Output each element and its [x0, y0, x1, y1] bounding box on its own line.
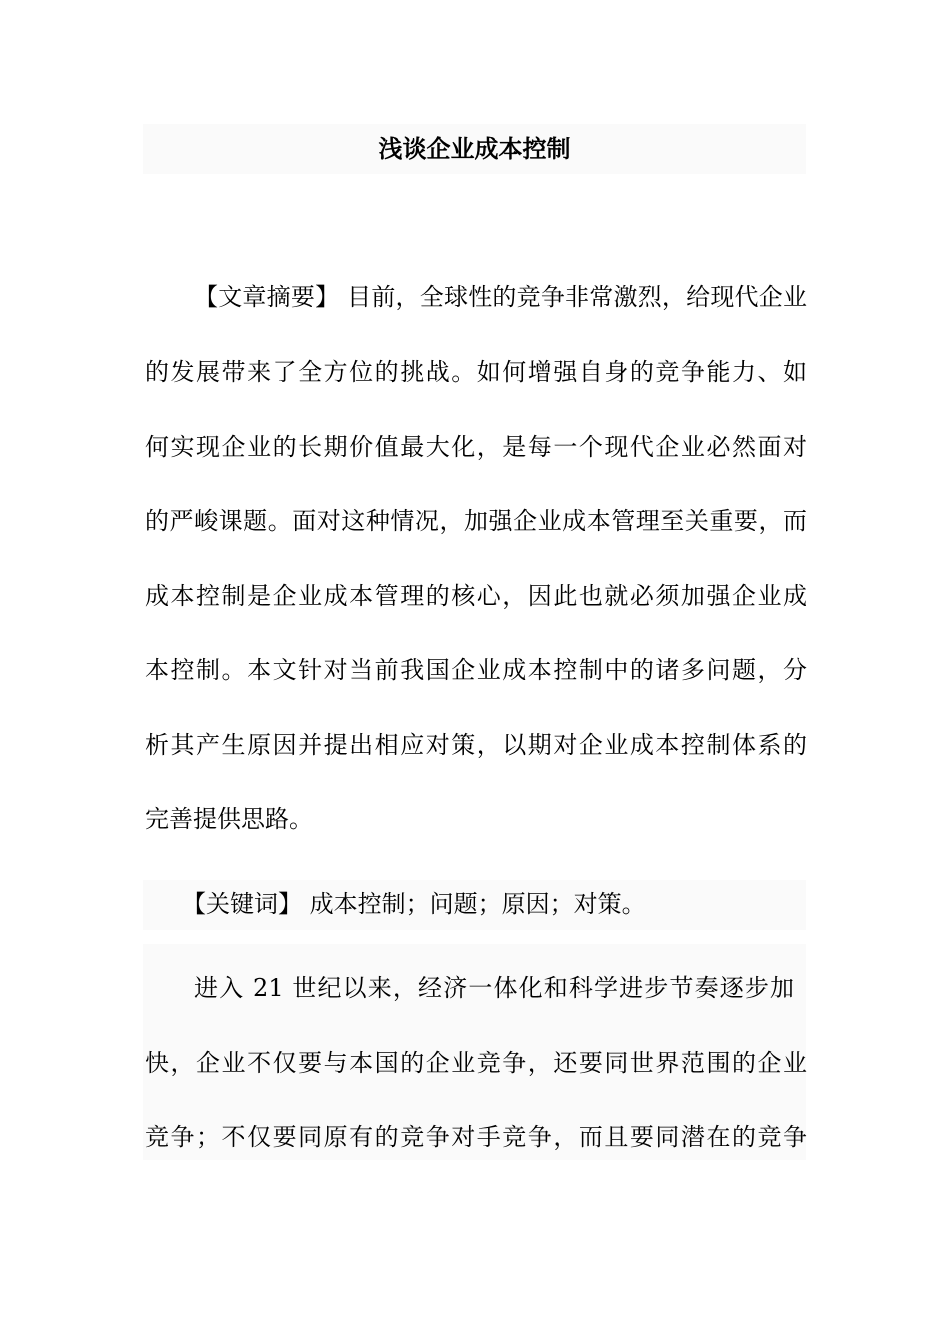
abstract-line: 成本控制是企业成本管理的核心，因此也就必须加强企业成	[145, 582, 807, 610]
abstract-line: 完善提供思路。	[145, 805, 313, 833]
abstract-line: 何实现企业的长期价值最大化，是每一个现代企业必然面对	[145, 433, 807, 461]
body-line: 进入 21 世纪以来，经济一体化和科学进步节奏逐步加	[194, 974, 794, 1002]
abstract-line: 的严峻课题。面对这种情况，加强企业成本管理至关重要，而	[145, 507, 807, 535]
abstract-line: 析其产生原因并提出相应对策，以期对企业成本控制体系的	[145, 731, 807, 759]
abstract-line: 本控制。本文针对当前我国企业成本控制中的诸多问题，分	[145, 656, 807, 684]
body-line: 竞争；不仅要同原有的竞争对手竞争，而且要同潜在的竞争	[145, 1123, 807, 1151]
abstract-line: 的发展带来了全方位的挑战。如何增强自身的竞争能力、如	[145, 358, 807, 386]
body-line: 快，企业不仅要与本国的企业竞争，还要同世界范围的企业	[145, 1049, 807, 1077]
abstract-line: 【文章摘要】 目前，全球性的竞争非常激烈，给现代企业	[194, 283, 807, 311]
document-title: 浅谈企业成本控制	[378, 135, 571, 163]
keywords-line: 【关键词】 成本控制；问题；原因；对策。	[182, 890, 646, 918]
